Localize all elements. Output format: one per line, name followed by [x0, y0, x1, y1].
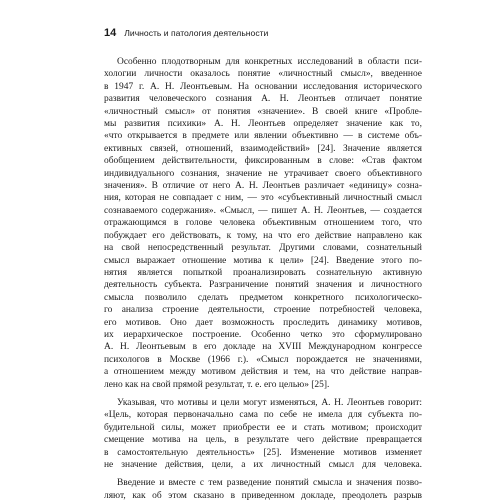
- text-line: а отношением между мотивом действия и тем, на что действие направ-: [104, 367, 422, 378]
- text-line: будительной силы, может приобрести ее и стать мотивом; происходит: [104, 422, 422, 433]
- text-line: «Цель, которая первоначально сама по себе не имела для субъекта по-: [104, 410, 422, 421]
- text-line: ляют, как об этом сказано в приведенном докладе, преодолеть разрыв: [104, 490, 422, 500]
- text-line: хологии личности оказалось понятие «личностный смысл», введенное: [104, 69, 422, 80]
- text-line: ективных связей, отношений, взаимодействий» [24]. Значение является: [104, 143, 422, 154]
- running-header: [104, 27, 268, 39]
- text-line: деятельность субъекта. Разграничение понятий значения и личностного: [104, 280, 422, 291]
- text-line: го анализа строение деятельности, строение потребностей человека,: [104, 305, 422, 316]
- text-line: обобщением действительности, фиксированным в слове: «Став фактом: [104, 156, 422, 167]
- text-line: отражающимся в голове человека объективным отношением того, что: [104, 218, 422, 229]
- text-line: на свой непосредственный результат. Другими словами, сознательный: [104, 243, 422, 254]
- text-line: в самостоятельную деятельность» [25]. Изменение мотивов изменяет: [104, 447, 422, 458]
- running-title: Личность и патология деятельности: [124, 28, 269, 38]
- text-line: индивидуального сознания, значение не утрачивает своего объективного: [104, 168, 422, 179]
- text-line: смещение мотива на цель, в результате чего действие превращается: [104, 435, 422, 446]
- text-line: их иерархическое построение. Особенно четко это сформулировано: [104, 329, 422, 340]
- paragraph: [104, 397, 422, 471]
- text-line: Введение и вместе с тем разведение понятий смысла и значения позво-: [117, 478, 422, 489]
- text-line: Особенно плодотворным для конкретных исследований в области пси-: [117, 57, 422, 67]
- paragraph: [104, 56, 422, 391]
- text-line: психологов в Москве (1966 г.). «Смысл порождается не значениями,: [104, 354, 422, 365]
- text-line: смысла позволило сделать предметом конкретного психологическо-: [104, 292, 422, 303]
- text-line: смысл выражает отношение мотива к цели» [24]. Введение этого по-: [104, 255, 422, 266]
- text-line: сознаваемого содержания». «Смысл, — пишет А. Н. Леонтьев, — создается: [104, 205, 422, 216]
- text-line: нятия является попыткой проанализировать сознательную активную: [104, 267, 422, 278]
- text-line: Указывая, что мотивы и цели могут изменяться, А. Н. Леонтьев говорит:: [117, 397, 422, 408]
- body-text: [104, 56, 422, 500]
- text-line: мы развития психики» А. Н. Леонтьев определяет значение как то,: [104, 119, 422, 130]
- paragraph: [104, 477, 422, 500]
- text-line: «личностный смысл» от понятия «значение». В своей книге «Пробле-: [104, 106, 422, 117]
- page-number: 14: [104, 27, 117, 39]
- text-line: развития человеческого сознания А. Н. Леонтьев отличает понятие: [104, 94, 422, 105]
- text-line: «что открывается в предмете или явлении объективно — в системе объ-: [104, 131, 422, 142]
- text-line: лено как на свой прямой результат, т. е. его целью» [25].: [104, 379, 330, 390]
- text-line: ния, которая не совпадает с ним, — это «субъективный личностный смысл: [104, 193, 422, 204]
- text-line: побуждает его действовать, к тому, на что его действие направлено как: [104, 230, 422, 241]
- text-line: не значение действия, цели, а их личностный смысл для человека.: [104, 460, 422, 470]
- text-line: значения». В отличие от него А. Н. Леонтьев различает «единицу» созна-: [104, 181, 422, 192]
- text-line: его мотивов. Оно дает возможность проследить динамику мотивов,: [104, 317, 422, 328]
- text-line: в 1947 г. А. Н. Леонтьевым. На основании исследования исторического: [104, 81, 422, 92]
- text-line: А. Н. Леонтьевым в его докладе на XVIII Международном конгрессе: [104, 342, 422, 353]
